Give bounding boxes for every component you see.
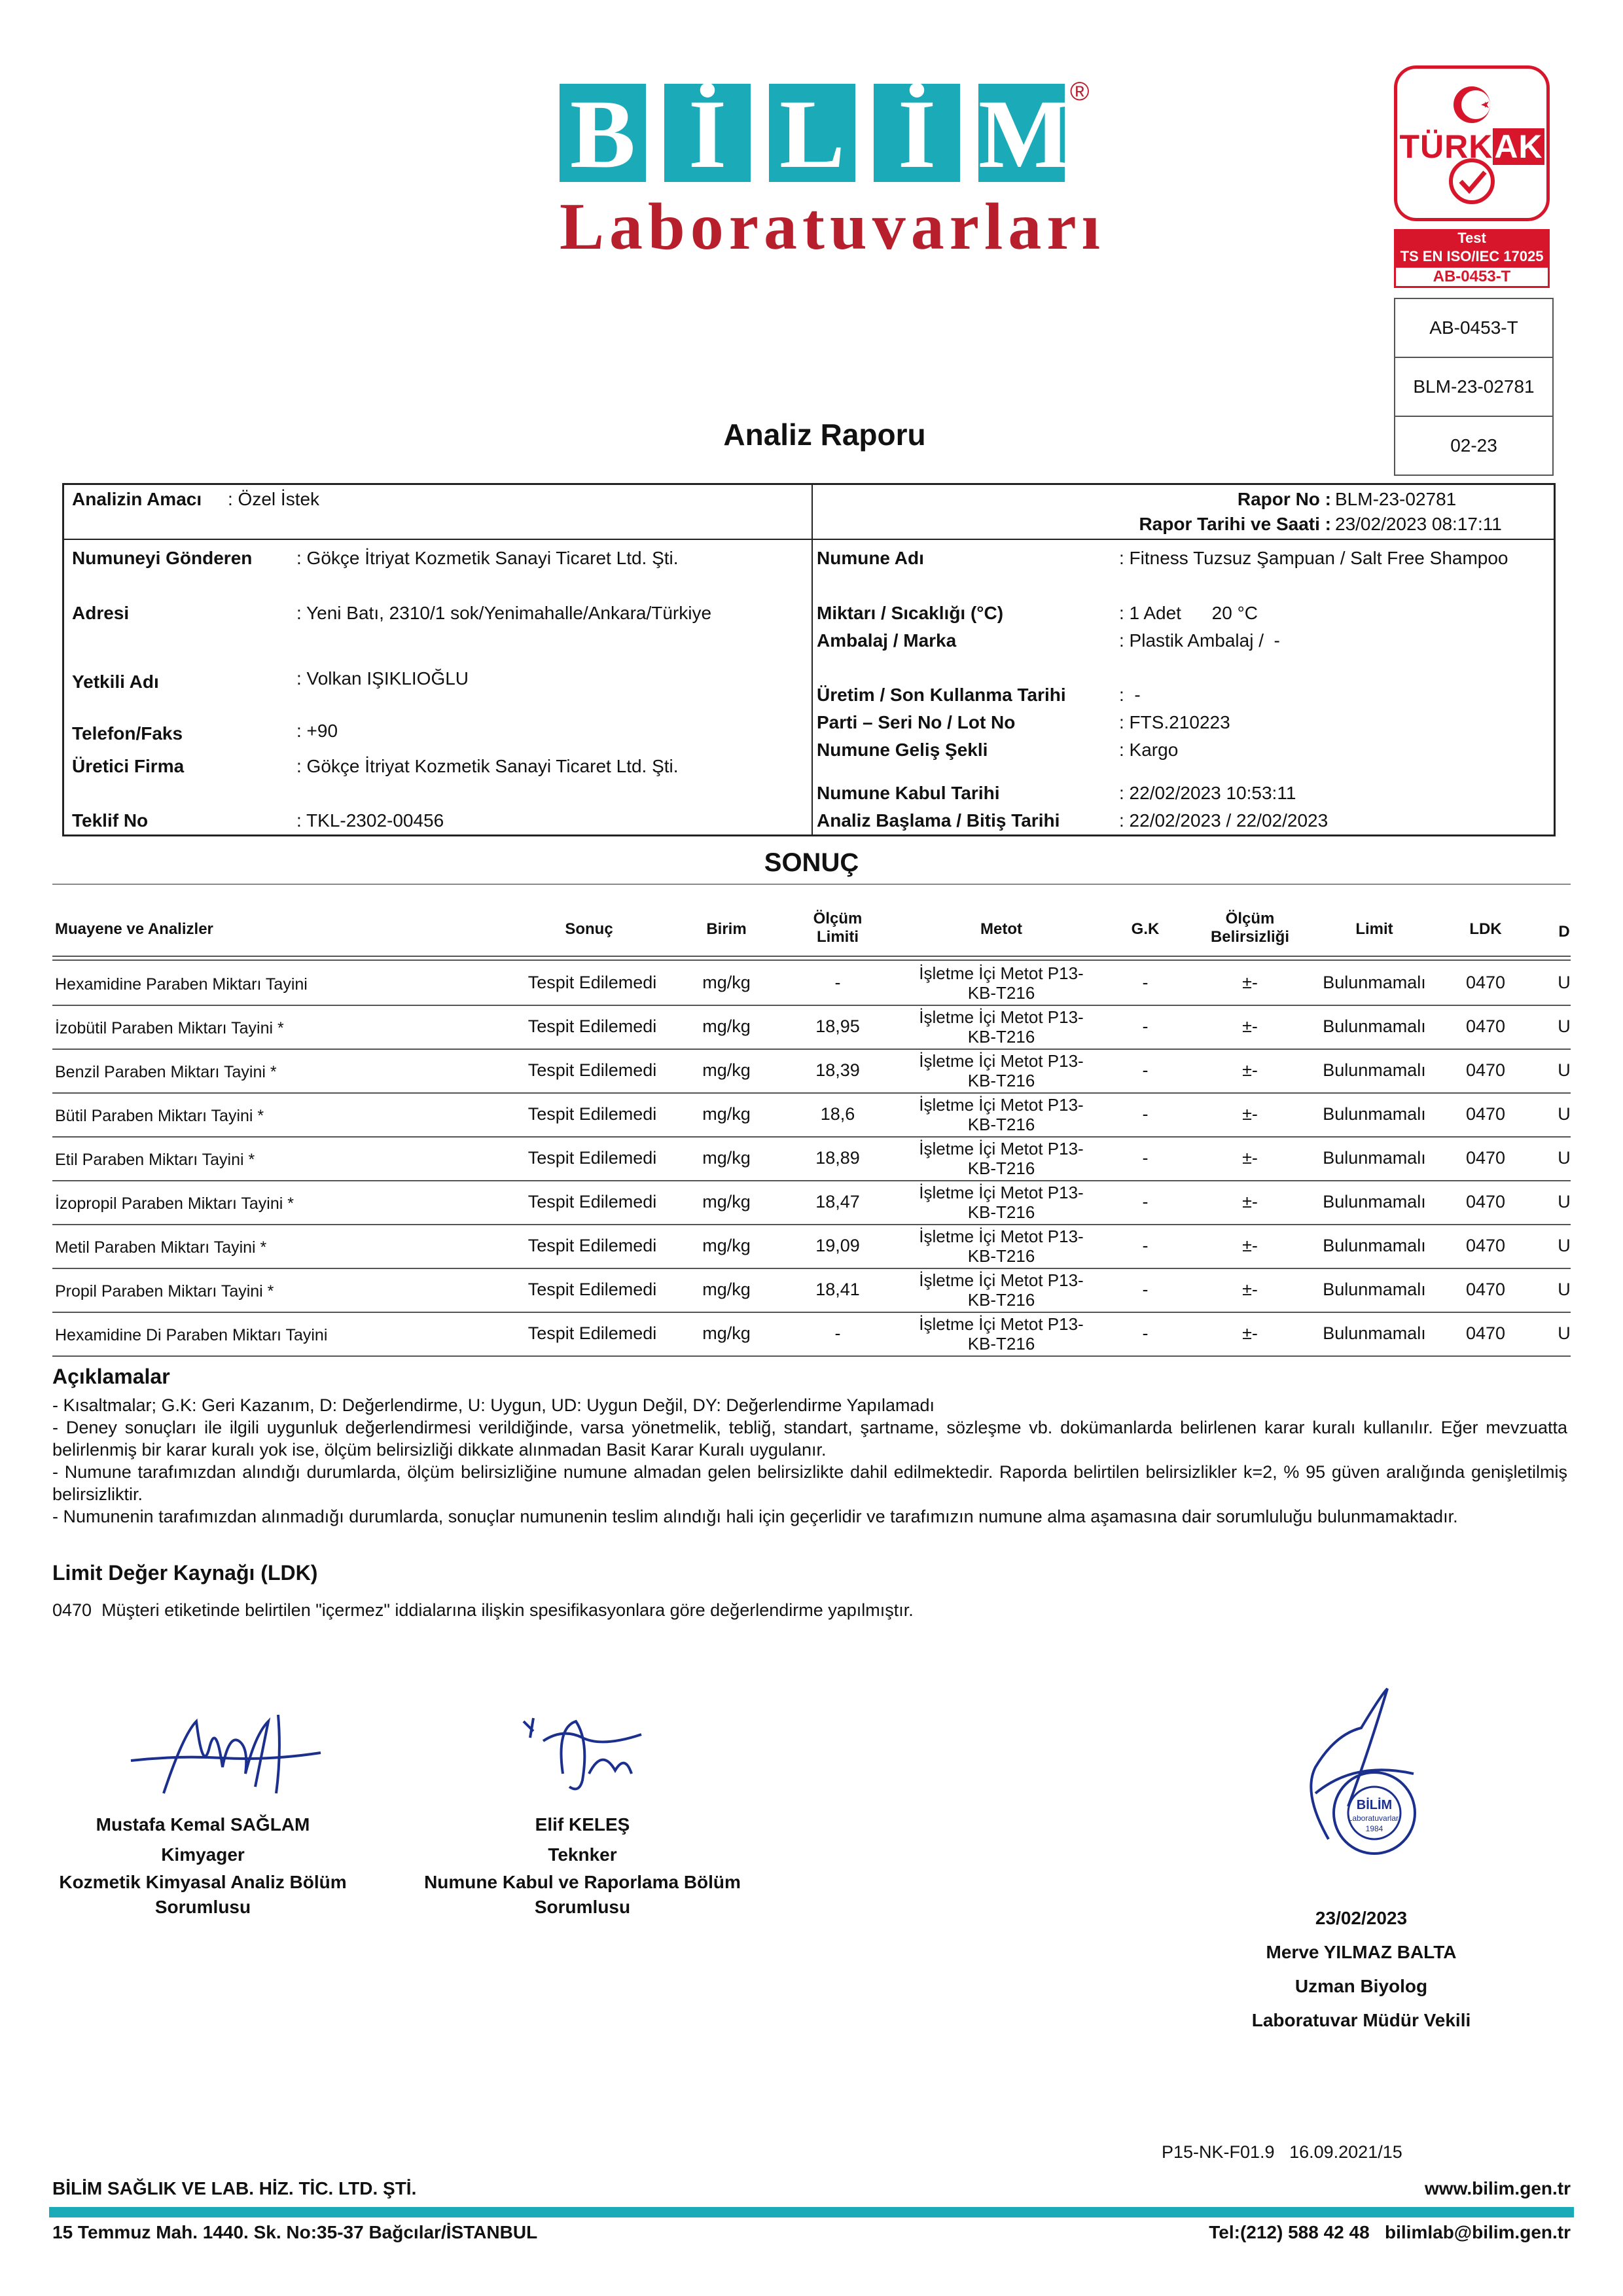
ldk-cell: 0470 <box>1465 1104 1506 1124</box>
limit-cell: Bulunmamalı <box>1323 1060 1426 1080</box>
measurement-limit-cell: 18,39 <box>815 1060 860 1080</box>
gk-cell: - <box>1142 1192 1149 1211</box>
evaluation-cell: U <box>1558 1060 1571 1080</box>
gk-cell: - <box>1142 1016 1149 1036</box>
table-row <box>52 1224 1571 1269</box>
ldk-cell: 0470 <box>1465 1236 1506 1255</box>
info-value: : 1 Adet 20 °C <box>1119 603 1258 623</box>
test-name: Metil Paraben Miktarı Tayini * <box>55 1238 267 1257</box>
evaluation-cell: U <box>1558 1236 1571 1255</box>
unit-cell: mg/kg <box>702 1280 751 1299</box>
measurement-limit-cell: 18,41 <box>815 1280 860 1299</box>
limit-cell: Bulunmamalı <box>1323 1148 1426 1168</box>
measurement-limit-cell: - <box>834 973 841 992</box>
results-table <box>52 910 1571 1355</box>
measurement-limit-cell: 18,95 <box>815 1016 860 1036</box>
signature-block <box>412 1810 753 1920</box>
result-cell: Tespit Edilemedi <box>527 1148 657 1168</box>
limit-cell: Bulunmamalı <box>1323 1323 1426 1343</box>
info-label: Yetkili Adı <box>72 672 159 692</box>
test-name: Propil Paraben Miktarı Tayini * <box>55 1282 274 1300</box>
ldk-text: 0470 Müşteri etiketinde belirtilen "içermez" iddialarına ilişkin spesifikasyonlara göre değerlendirme yapılmıştır. <box>52 1600 914 1620</box>
info-value: : FTS.210223 <box>1119 712 1230 732</box>
gk-cell: - <box>1142 973 1149 992</box>
uncertainty-cell: ±- <box>1242 1148 1258 1168</box>
unit-cell: mg/kg <box>702 1236 751 1255</box>
column-header: G.K <box>1131 920 1160 938</box>
info-value: : Fitness Tuzsuz Şampuan / Salt Free Shampoo <box>1119 548 1508 568</box>
note-line: - Numunenin tarafımızdan alınmadığı durumlarda, sonuçlar numunenin teslim alındığı hali için geçerlidir ve tarafımızın numune alma aşamasına dair sorumluluğu bulunmamaktadır. <box>52 1507 1458 1526</box>
table-row <box>52 1005 1571 1050</box>
turkak-test-label: Test TS EN ISO/IEC 17025 <box>1394 229 1550 266</box>
note-line: - Numune tarafımızdan alındığı durumlarda, ölçüm belirsizliğine numune almadan gelen belirsizlikte dahil edilmektedir. Raporda belirtilen belirsizlikler k=2, % 95 güven aralığında genişletilmiş belirsizliktir. <box>52 1462 1567 1504</box>
column-header: Sonuç <box>565 920 613 938</box>
evaluation-cell: U <box>1558 973 1571 992</box>
column-header: LDK <box>1469 920 1502 938</box>
period-box: 02-23 <box>1394 416 1554 476</box>
limit-cell: Bulunmamalı <box>1323 973 1426 992</box>
logo-subtitle: Laboratuvarları <box>560 190 1105 264</box>
table-row <box>52 1136 1571 1181</box>
gk-cell: - <box>1142 1104 1149 1124</box>
method-cell: İşletme İçi Metot P13- KB-T216 <box>919 1183 1084 1222</box>
turkak-code: AB-0453-T <box>1394 266 1550 288</box>
gk-cell: - <box>1142 1323 1149 1343</box>
report-number-box: BLM-23-02781 <box>1394 357 1554 417</box>
uncertainty-cell: ±- <box>1242 1016 1258 1036</box>
evaluation-cell: U <box>1558 1148 1571 1168</box>
ldk-title: Limit Değer Kaynağı (LDK) <box>52 1561 318 1585</box>
test-name: Hexamidine Paraben Miktarı Tayini <box>55 975 308 994</box>
method-cell: İşletme İçi Metot P13- KB-T216 <box>919 1227 1084 1266</box>
measurement-limit-cell: 18,6 <box>820 1104 855 1124</box>
footer-company: BİLİM SAĞLIK VE LAB. HİZ. TİC. LTD. ŞTİ. <box>52 2178 417 2198</box>
test-name: Etil Paraben Miktarı Tayini * <box>55 1151 255 1169</box>
column-header: Muayene ve Analizler <box>55 920 213 938</box>
signatory-role: Uzman Biyolog <box>1294 1976 1428 1996</box>
signatory-name: Mustafa Kemal SAĞLAM <box>96 1814 310 1835</box>
uncertainty-cell: ±- <box>1242 1192 1258 1211</box>
uncertainty-cell: ±- <box>1242 1236 1258 1255</box>
svg-text:1984: 1984 <box>1365 1824 1383 1833</box>
logo-letter: B <box>560 84 646 182</box>
uncertainty-cell: ±- <box>1242 1323 1258 1343</box>
column-header: Limit <box>1355 920 1393 938</box>
logo-letter: İ <box>874 84 960 182</box>
unit-cell: mg/kg <box>702 1148 751 1168</box>
registered-mark: ® <box>1070 77 1090 106</box>
result-cell: Tespit Edilemedi <box>527 1016 657 1036</box>
info-label: Analiz Başlama / Bitiş Tarihi <box>817 810 1060 831</box>
svg-text:Laboratuvarları: Laboratuvarları <box>1347 1814 1401 1823</box>
result-cell: Tespit Edilemedi <box>527 1192 657 1211</box>
uncertainty-cell: ±- <box>1242 1280 1258 1299</box>
column-header: D <box>1558 923 1570 941</box>
column-header: Birim <box>706 920 747 938</box>
turkak-card <box>1394 65 1550 221</box>
method-cell: İşletme İçi Metot P13- KB-T216 <box>919 1314 1084 1354</box>
info-label: Numune Geliş Şekli <box>817 740 988 760</box>
info-label: Adresi <box>72 603 130 623</box>
info-label: Numune Kabul Tarihi <box>817 783 1000 803</box>
limit-cell: Bulunmamalı <box>1323 1104 1426 1124</box>
result-cell: Tespit Edilemedi <box>527 973 657 992</box>
page-title: Analiz Raporu <box>723 418 926 452</box>
info-label: Numune Adı <box>817 548 924 568</box>
info-value: : 22/02/2023 / 22/02/2023 <box>1119 810 1329 831</box>
unit-cell: mg/kg <box>702 1192 751 1211</box>
table-row <box>52 961 1571 1006</box>
limit-cell: Bulunmamalı <box>1323 1192 1426 1211</box>
column-header: Metot <box>980 920 1022 938</box>
report-info-box <box>62 483 1556 836</box>
ldk-cell: 0470 <box>1465 1323 1506 1343</box>
footer-address: 15 Temmuz Mah. 1440. Sk. No:35-37 Bağcılar/İSTANBUL <box>52 2222 538 2242</box>
stamp-signature-image <box>1289 1676 1433 1865</box>
turkak-wordmark: TÜRKAK <box>1399 128 1543 165</box>
unit-cell: mg/kg <box>702 1104 751 1124</box>
test-name: İzobütil Paraben Miktarı Tayini * <box>55 1019 284 1037</box>
info-label: Üretici Firma <box>72 756 185 776</box>
notes-title: Açıklamalar <box>52 1365 170 1388</box>
result-cell: Tespit Edilemedi <box>527 1236 657 1255</box>
report-date-label: Rapor Tarihi ve Saati : <box>1139 514 1331 534</box>
signatory-role: Kimyager <box>161 1844 245 1865</box>
signature-date: 23/02/2023 <box>1315 1908 1408 1928</box>
accreditation-code-box: AB-0453-T <box>1394 298 1554 358</box>
test-name: Benzil Paraben Miktarı Tayini * <box>55 1063 277 1081</box>
gk-cell: - <box>1142 1236 1149 1255</box>
unit-cell: mg/kg <box>702 1323 751 1343</box>
method-cell: İşletme İçi Metot P13- KB-T216 <box>919 1007 1084 1047</box>
table-row <box>52 1268 1571 1313</box>
unit-cell: mg/kg <box>702 973 751 992</box>
report-date-value: 23/02/2023 08:17:11 <box>1335 514 1502 534</box>
limit-cell: Bulunmamalı <box>1323 1236 1426 1255</box>
footer-contact: Tel:(212) 588 42 48 bilimlab@bilim.gen.tr <box>1209 2222 1571 2242</box>
method-cell: İşletme İçi Metot P13- KB-T216 <box>919 1139 1084 1178</box>
svg-text:BİLİM: BİLİM <box>1356 1798 1393 1812</box>
purpose-label: Analizin Amacı <box>72 489 202 509</box>
table-row <box>52 1049 1571 1094</box>
evaluation-cell: U <box>1558 1323 1571 1343</box>
limit-cell: Bulunmamalı <box>1323 1280 1426 1299</box>
ldk-cell: 0470 <box>1465 1016 1506 1036</box>
info-value: : Yeni Batı, 2310/1 sok/Yenimahalle/Ankara/Türkiye <box>296 603 712 623</box>
logo-letter: L <box>769 84 855 182</box>
info-value: : - <box>1119 685 1141 705</box>
signature-image <box>517 1702 661 1806</box>
info-value: : 22/02/2023 10:53:11 <box>1119 783 1296 803</box>
ldk-cell: 0470 <box>1465 1280 1506 1299</box>
table-row <box>52 1312 1571 1357</box>
signature-block <box>1217 1901 1505 2037</box>
evaluation-cell: U <box>1558 1192 1571 1211</box>
result-cell: Tespit Edilemedi <box>527 1323 657 1343</box>
uncertainty-cell: ±- <box>1242 1060 1258 1080</box>
info-label: Teklif No <box>72 810 149 831</box>
info-label: Parti – Seri No / Lot No <box>817 712 1016 732</box>
evaluation-cell: U <box>1558 1016 1571 1036</box>
signature-image <box>124 1695 334 1813</box>
method-cell: İşletme İçi Metot P13- KB-T216 <box>919 1270 1084 1310</box>
info-label: Üretim / Son Kullanma Tarihi <box>817 685 1066 705</box>
divider <box>52 884 1571 885</box>
info-label: Ambalaj / Marka <box>817 630 957 651</box>
form-code: P15-NK-F01.9 16.09.2021/15 <box>1162 2142 1402 2162</box>
signatory-role: Teknker <box>548 1844 617 1865</box>
column-header: Ölçüm Limiti <box>813 910 863 946</box>
evaluation-cell: U <box>1558 1104 1571 1124</box>
column-header: Ölçüm Belirsizliği <box>1210 910 1290 946</box>
ldk-cell: 0470 <box>1465 973 1506 992</box>
footer-bar <box>49 2207 1574 2217</box>
limit-cell: Bulunmamalı <box>1323 1016 1426 1036</box>
method-cell: İşletme İçi Metot P13- KB-T216 <box>919 963 1084 1003</box>
info-value: : TKL-2302-00456 <box>296 810 444 831</box>
signatory-title: Sorumlusu <box>154 1897 251 1917</box>
signatory-title: Numune Kabul ve Raporlama Bölüm <box>424 1872 741 1892</box>
test-name: Hexamidine Di Paraben Miktarı Tayini <box>55 1326 328 1344</box>
turkak-accreditation-mark <box>1394 65 1551 288</box>
test-name: Bütil Paraben Miktarı Tayini * <box>55 1107 264 1125</box>
report-no-value: BLM-23-02781 <box>1335 489 1457 509</box>
ldk-cell: 0470 <box>1465 1192 1506 1211</box>
measurement-limit-cell: 18,47 <box>815 1192 860 1211</box>
gk-cell: - <box>1142 1280 1149 1299</box>
ldk-cell: 0470 <box>1465 1060 1506 1080</box>
method-cell: İşletme İçi Metot P13- KB-T216 <box>919 1095 1084 1134</box>
info-label: Telefon/Faks <box>72 723 183 744</box>
info-value: : Gökçe İtriyat Kozmetik Sanayi Ticaret Ltd. Şti. <box>296 548 679 568</box>
note-line: - Kısaltmalar; G.K: Geri Kazanım, D: Değerlendirme, U: Uygun, UD: Uygun Değil, DY: Değerlendirme Yapılamadı <box>52 1395 935 1415</box>
evaluation-cell: U <box>1558 1280 1571 1299</box>
table-row <box>52 1092 1571 1138</box>
purpose-value: : Özel İstek <box>228 489 320 509</box>
result-cell: Tespit Edilemedi <box>527 1104 657 1124</box>
result-cell: Tespit Edilemedi <box>527 1280 657 1299</box>
logo-letter: M <box>978 80 1071 188</box>
signatory-title: Laboratuvar Müdür Vekili <box>1251 2010 1471 2030</box>
section-title: SONUÇ <box>764 848 859 877</box>
info-label: Miktarı / Sıcaklığı (°C) <box>817 603 1004 623</box>
info-value: : Kargo <box>1119 740 1179 760</box>
measurement-limit-cell: 19,09 <box>815 1236 860 1255</box>
logo-letter: İ <box>664 84 751 182</box>
table-row <box>52 1180 1571 1225</box>
test-name: İzopropil Paraben Miktarı Tayini * <box>55 1194 294 1213</box>
signatory-title: Kozmetik Kimyasal Analiz Bölüm <box>59 1872 347 1892</box>
signatory-title: Sorumlusu <box>534 1897 631 1917</box>
unit-cell: mg/kg <box>702 1060 751 1080</box>
notes-body <box>52 1394 1567 1528</box>
signature-block <box>59 1810 347 1920</box>
gk-cell: - <box>1142 1060 1149 1080</box>
report-no-label: Rapor No : <box>1237 489 1331 509</box>
measurement-limit-cell: - <box>834 1323 841 1343</box>
gk-cell: - <box>1142 1148 1149 1168</box>
uncertainty-cell: ±- <box>1242 973 1258 992</box>
method-cell: İşletme İçi Metot P13- KB-T216 <box>919 1051 1084 1090</box>
signatory-name: Elif KELEŞ <box>535 1814 630 1835</box>
info-label: Numuneyi Gönderen <box>72 548 253 568</box>
signatory-name: Merve YILMAZ BALTA <box>1266 1942 1457 1962</box>
info-value: : Volkan IŞIKLIOĞLU <box>296 668 469 689</box>
uncertainty-cell: ±- <box>1242 1104 1258 1124</box>
footer-website[interactable]: www.bilim.gen.tr <box>1425 2178 1571 2198</box>
ldk-cell: 0470 <box>1465 1148 1506 1168</box>
info-value: : +90 <box>296 721 338 741</box>
measurement-limit-cell: 18,89 <box>815 1148 860 1168</box>
unit-cell: mg/kg <box>702 1016 751 1036</box>
bilim-logo <box>560 77 1105 264</box>
info-value: : Plastik Ambalaj / - <box>1119 630 1280 651</box>
result-cell: Tespit Edilemedi <box>527 1060 657 1080</box>
note-line: - Deney sonuçları ile ilgili uygunluk değerlendirmesi verildiğinde, varsa yönetmelik, tebliğ, standart, şartname, sözleşme vb. dokümanlarda belirlenen karar kuralı kullanılır. Eğer mevzuatta belirlenmiş bir karar kuralı yok ise, ölçüm belirsizliği dikkate alınmadan Basit Karar Kuralı uygulanır. <box>52 1418 1567 1460</box>
info-value: : Gökçe İtriyat Kozmetik Sanayi Ticaret Ltd. Şti. <box>296 756 679 776</box>
